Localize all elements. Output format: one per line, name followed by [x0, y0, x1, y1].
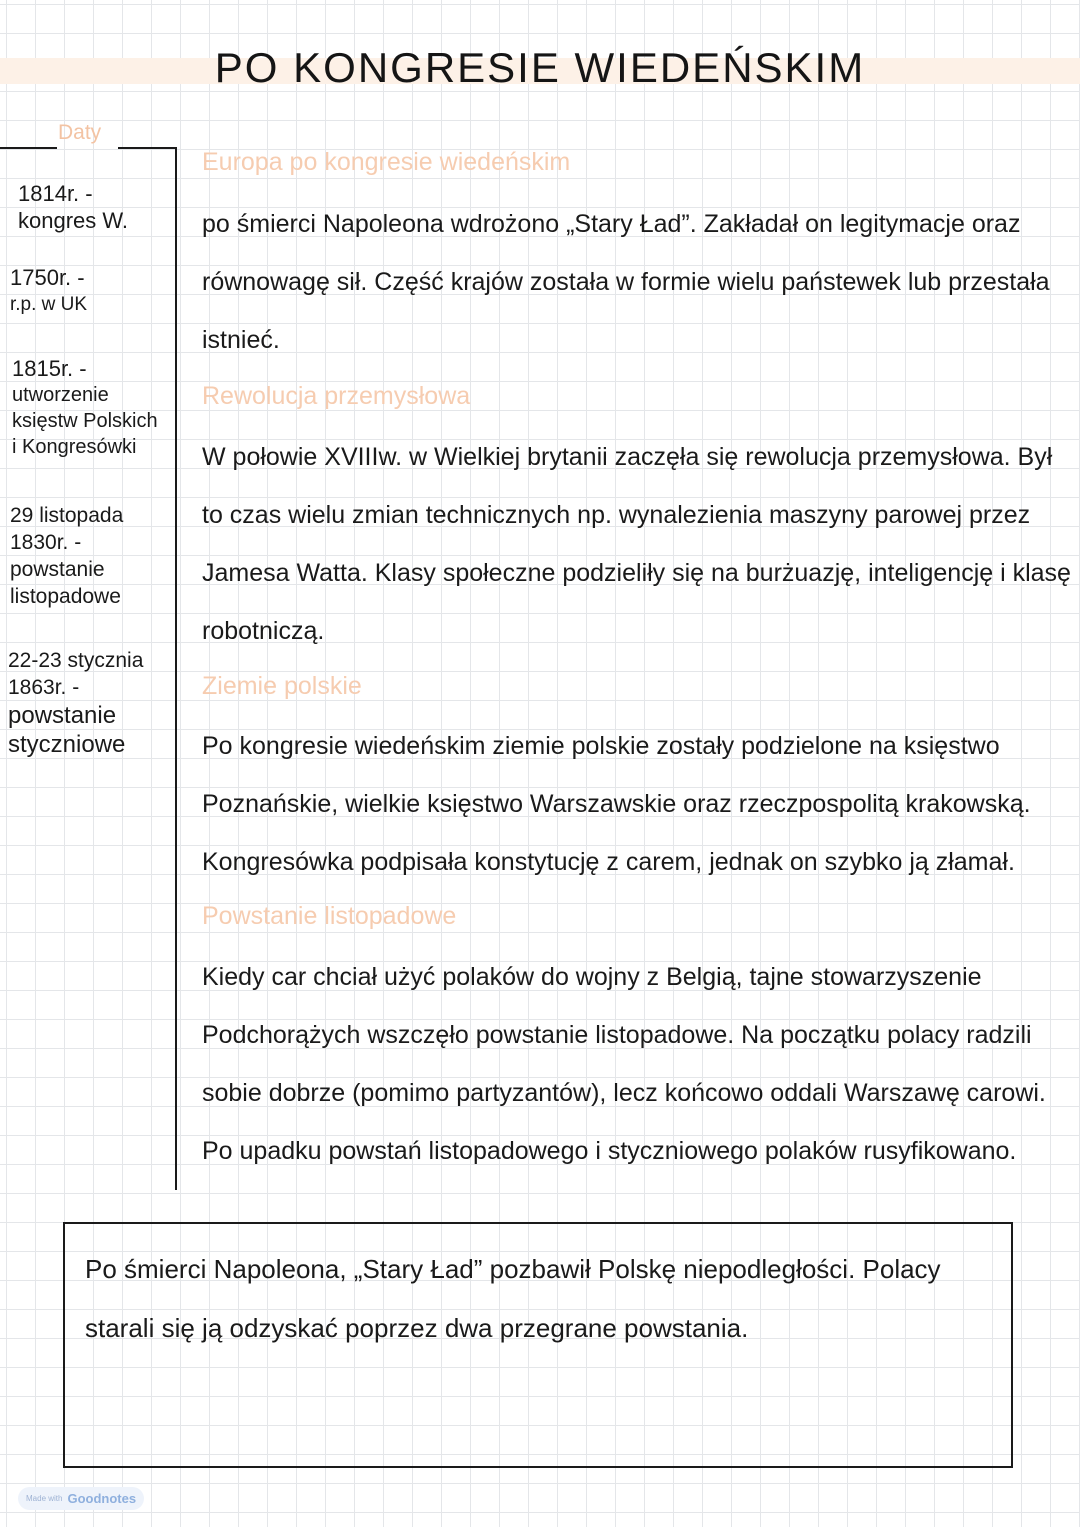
date-entry-event: utworzenie księstw Polskich i Kongresówki [12, 384, 158, 458]
date-entry-date: 29 listopada 1830r. - [10, 504, 124, 554]
date-entry-date: 1750r. - [10, 265, 85, 290]
date-entry [12, 356, 162, 460]
section-body-industrial-revolution: W połowie XVIIIw. w Wielkiej brytanii zaczęła się rewolucja przemysłowa. Był to czas wielu zmian technicznych np. wynalezienia maszyny parowej przez Jamesa Watta. Klasy społeczne podzieliły się na burżuazję, inteligencję i klasę robotniczą. [202, 443, 1071, 645]
date-entry-event: powstanie listopadowe [10, 558, 121, 608]
date-entry-date: 1814r. - [18, 181, 93, 206]
date-entry-event: kongres W. [18, 208, 129, 233]
date-entry-date: 1815r. - [12, 356, 87, 381]
dates-divider-right [118, 147, 177, 149]
date-entry-date: 22-23 stycznia 1863r. - [8, 649, 144, 699]
section-heading-europe: Europa po kongresie wiedeńskim [202, 148, 571, 176]
section-body-polish-lands: Po kongresie wiedeńskim ziemie polskie zostały podzielone na księstwo Poznańskie, wielkie księstwo Warszawskie oraz rzeczpospolitą krakowską. Kongresówka podpisała konstytucję z carem, jednak on szybko ją złamał. [202, 732, 1031, 876]
section-body-november-uprising: Kiedy car chciał użyć polaków do wojny z Belgią, tajne stowarzyszenie Podchorążych wszczęło powstanie listopadowe. Na początku polacy radzili sobie dobrze (pomimo partyzantów), lecz końcowo oddali Warszawę carowi. Po upadku powstań listopadowego i styczniowego polaków rusyfikowano. [202, 963, 1046, 1165]
made-with-goodnotes-badge [18, 1487, 144, 1510]
section-heading-november-uprising: Powstanie listopadowe [202, 902, 457, 930]
dates-divider-left [0, 147, 57, 149]
date-entry [18, 180, 128, 234]
dates-column-label: Daty [58, 121, 102, 144]
summary-box [63, 1222, 1013, 1468]
section-heading-polish-lands: Ziemie polskie [202, 672, 362, 700]
section-heading-industrial-revolution: Rewolucja przemysłowa [202, 382, 471, 410]
summary-text: Po śmierci Napoleona, „Stary Ład” pozbawił Polskę niepodległości. Polacy starali się ją odzyskać poprzez dwa przegrane powstania. [85, 1254, 941, 1343]
date-entry [10, 502, 160, 610]
made-with-label: Made with [26, 1494, 63, 1503]
date-entry-event: powstanie styczniowe [8, 702, 126, 758]
date-entry-event: r.p. w UK [10, 294, 88, 315]
section-body-europe: po śmierci Napoleona wdrożono „Stary Ład”. Zakładał on legitymacje oraz równowagę sił. Część krajów została w formie wielu państewek lub przestała istnieć. [202, 210, 1050, 354]
page-title: PO KONGRESIE WIEDEŃSKIM [214, 44, 866, 91]
date-entry [8, 647, 180, 759]
date-entry [10, 264, 87, 318]
goodnotes-logo-text: Goodnotes [67, 1491, 137, 1506]
